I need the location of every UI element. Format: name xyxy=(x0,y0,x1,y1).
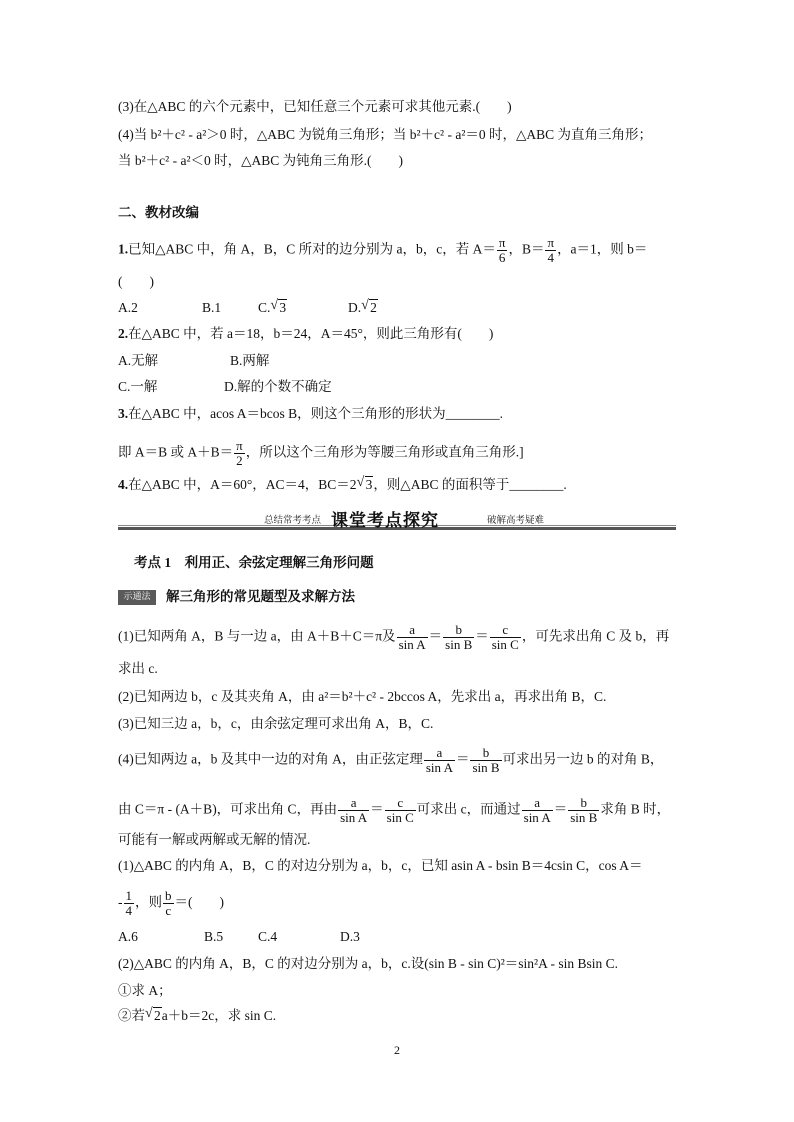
method-4-line3: 可能有一解或两解或无解的情况. xyxy=(118,832,311,847)
question-2: 2.在△ABC 中，若 a＝18，b＝24，A＝45°，则此三角形有( ) xyxy=(118,326,494,341)
banner-right-text: 破解高考疑难 xyxy=(487,516,545,526)
method-heading: 示通法 解三角形的常见题型及求解方法 xyxy=(118,588,355,606)
question-3-answer: 即 A＝B 或 A＋B＝ $\frac{\pi}{2}$ ，所以这个三角形为等腰三角形或直角三角形.] xyxy=(118,438,524,468)
method-4-line2: 由 C＝π - (A＋B)，可求出角 C，再由 $\frac{a}{\text{sin A}}$ ＝ $\frac{c}{\text{sin C}}$ 可求出 c，而通过 $\frac{a}{\text{sin A}}$ ＝ $\frac{b}{\text{sin B}}$ 求角 B 时， xyxy=(118,795,671,825)
method-3: (3)已知三边 a，b，c，由余弦定理可求出角 A，B，C. xyxy=(118,716,434,731)
method-badge-icon: 示通法 xyxy=(118,590,156,605)
item-4-line1: (4)当 b²＋c² - a²＞0 时，△ABC 为锐角三角形；当 b²＋c² - a²＝0 时，△ABC 为直角三角形； xyxy=(118,127,653,142)
method-1: (1)已知两角 A，B 与一边 a，由 A＋B＋C＝π及 $\frac{a}{\text{sin A}}$ ＝ $\frac{b}{\text{sin B}}$ ＝ $\frac{c}{\text{sin C}}$ ，可先求出角 C 及 b，再 xyxy=(118,622,670,652)
question-2-options-ab: A.无解 B.两解 xyxy=(118,353,270,368)
banner-title: 课堂考点探究 xyxy=(331,511,439,531)
method-2: (2)已知两边 b，c 及其夹角 A，由 a²＝b²＋c² - 2bccos A，先求出 a，再求出角 B，C. xyxy=(118,689,607,704)
method-1-cont: 求出 c. xyxy=(118,661,158,676)
question-1-paren: ( ) xyxy=(118,274,154,289)
item-3: (3)在△ABC 的六个元素中，已知任意三个元素可求其他元素.( ) xyxy=(118,99,512,114)
example-2: (2)△ABC 的内角 A，B，C 的对边分别为 a，b，c.设(sin B - sin C)²＝sin²A - sin Bsin C. xyxy=(118,956,618,971)
question-1: 1.已知△ABC 中，角 A，B，C 所对的边分别为 a，b，c，若 A＝ $\frac{\pi}{6}$ ，B＝ $\frac{\pi}{4}$ ，a＝1，则 b＝ xyxy=(118,235,648,265)
question-1-options: A.2 B.1 C. √ 3 D. √ 2 xyxy=(118,298,377,315)
example-2-part2: ②若 √ 2a＋b＝2c，求 sin C. xyxy=(118,1006,277,1023)
section-banner xyxy=(118,506,676,530)
example-1-cont: - $\frac{1}{4}$ ，则 $\frac{b}{c}$ ＝( ) xyxy=(118,888,224,918)
question-3: 3.在△ABC 中，acos A＝bcos B，则这个三角形的形状为________. xyxy=(118,406,504,421)
page-number: 2 xyxy=(394,1043,400,1057)
item-4-line2: 当 b²＋c² - a²＜0 时，△ABC 为钝角三角形.( ) xyxy=(118,153,404,168)
question-4: 4.在△ABC 中，A＝60°，AC＝4，BC＝2 √ 3，则△ABC 的面积等于________. xyxy=(118,475,567,492)
banner-left-text: 总结常考考点 xyxy=(264,516,322,526)
method-4: (4)已知两边 a，b 及其中一边的对角 A，由正弦定理 $\frac{a}{\text{sin A}}$ ＝ $\frac{b}{\text{sin B}}$ 可求出另一边 b 的对角 B， xyxy=(118,745,664,775)
example-1-options: A.6 B.5 C.4 D.3 xyxy=(118,929,360,944)
example-2-part1: ①求 A； xyxy=(118,983,172,998)
section-title: 二、教材改编 xyxy=(118,205,199,220)
kaodian-title: 考点 1 利用正、余弦定理解三角形问题 xyxy=(134,555,374,570)
example-1: (1)△ABC 的内角 A，B，C 的对边分别为 a，b，c，已知 asin A - bsin B＝4csin C，cos A＝ xyxy=(118,858,643,873)
question-2-options-cd: C.一解 D.解的个数不确定 xyxy=(118,379,332,394)
